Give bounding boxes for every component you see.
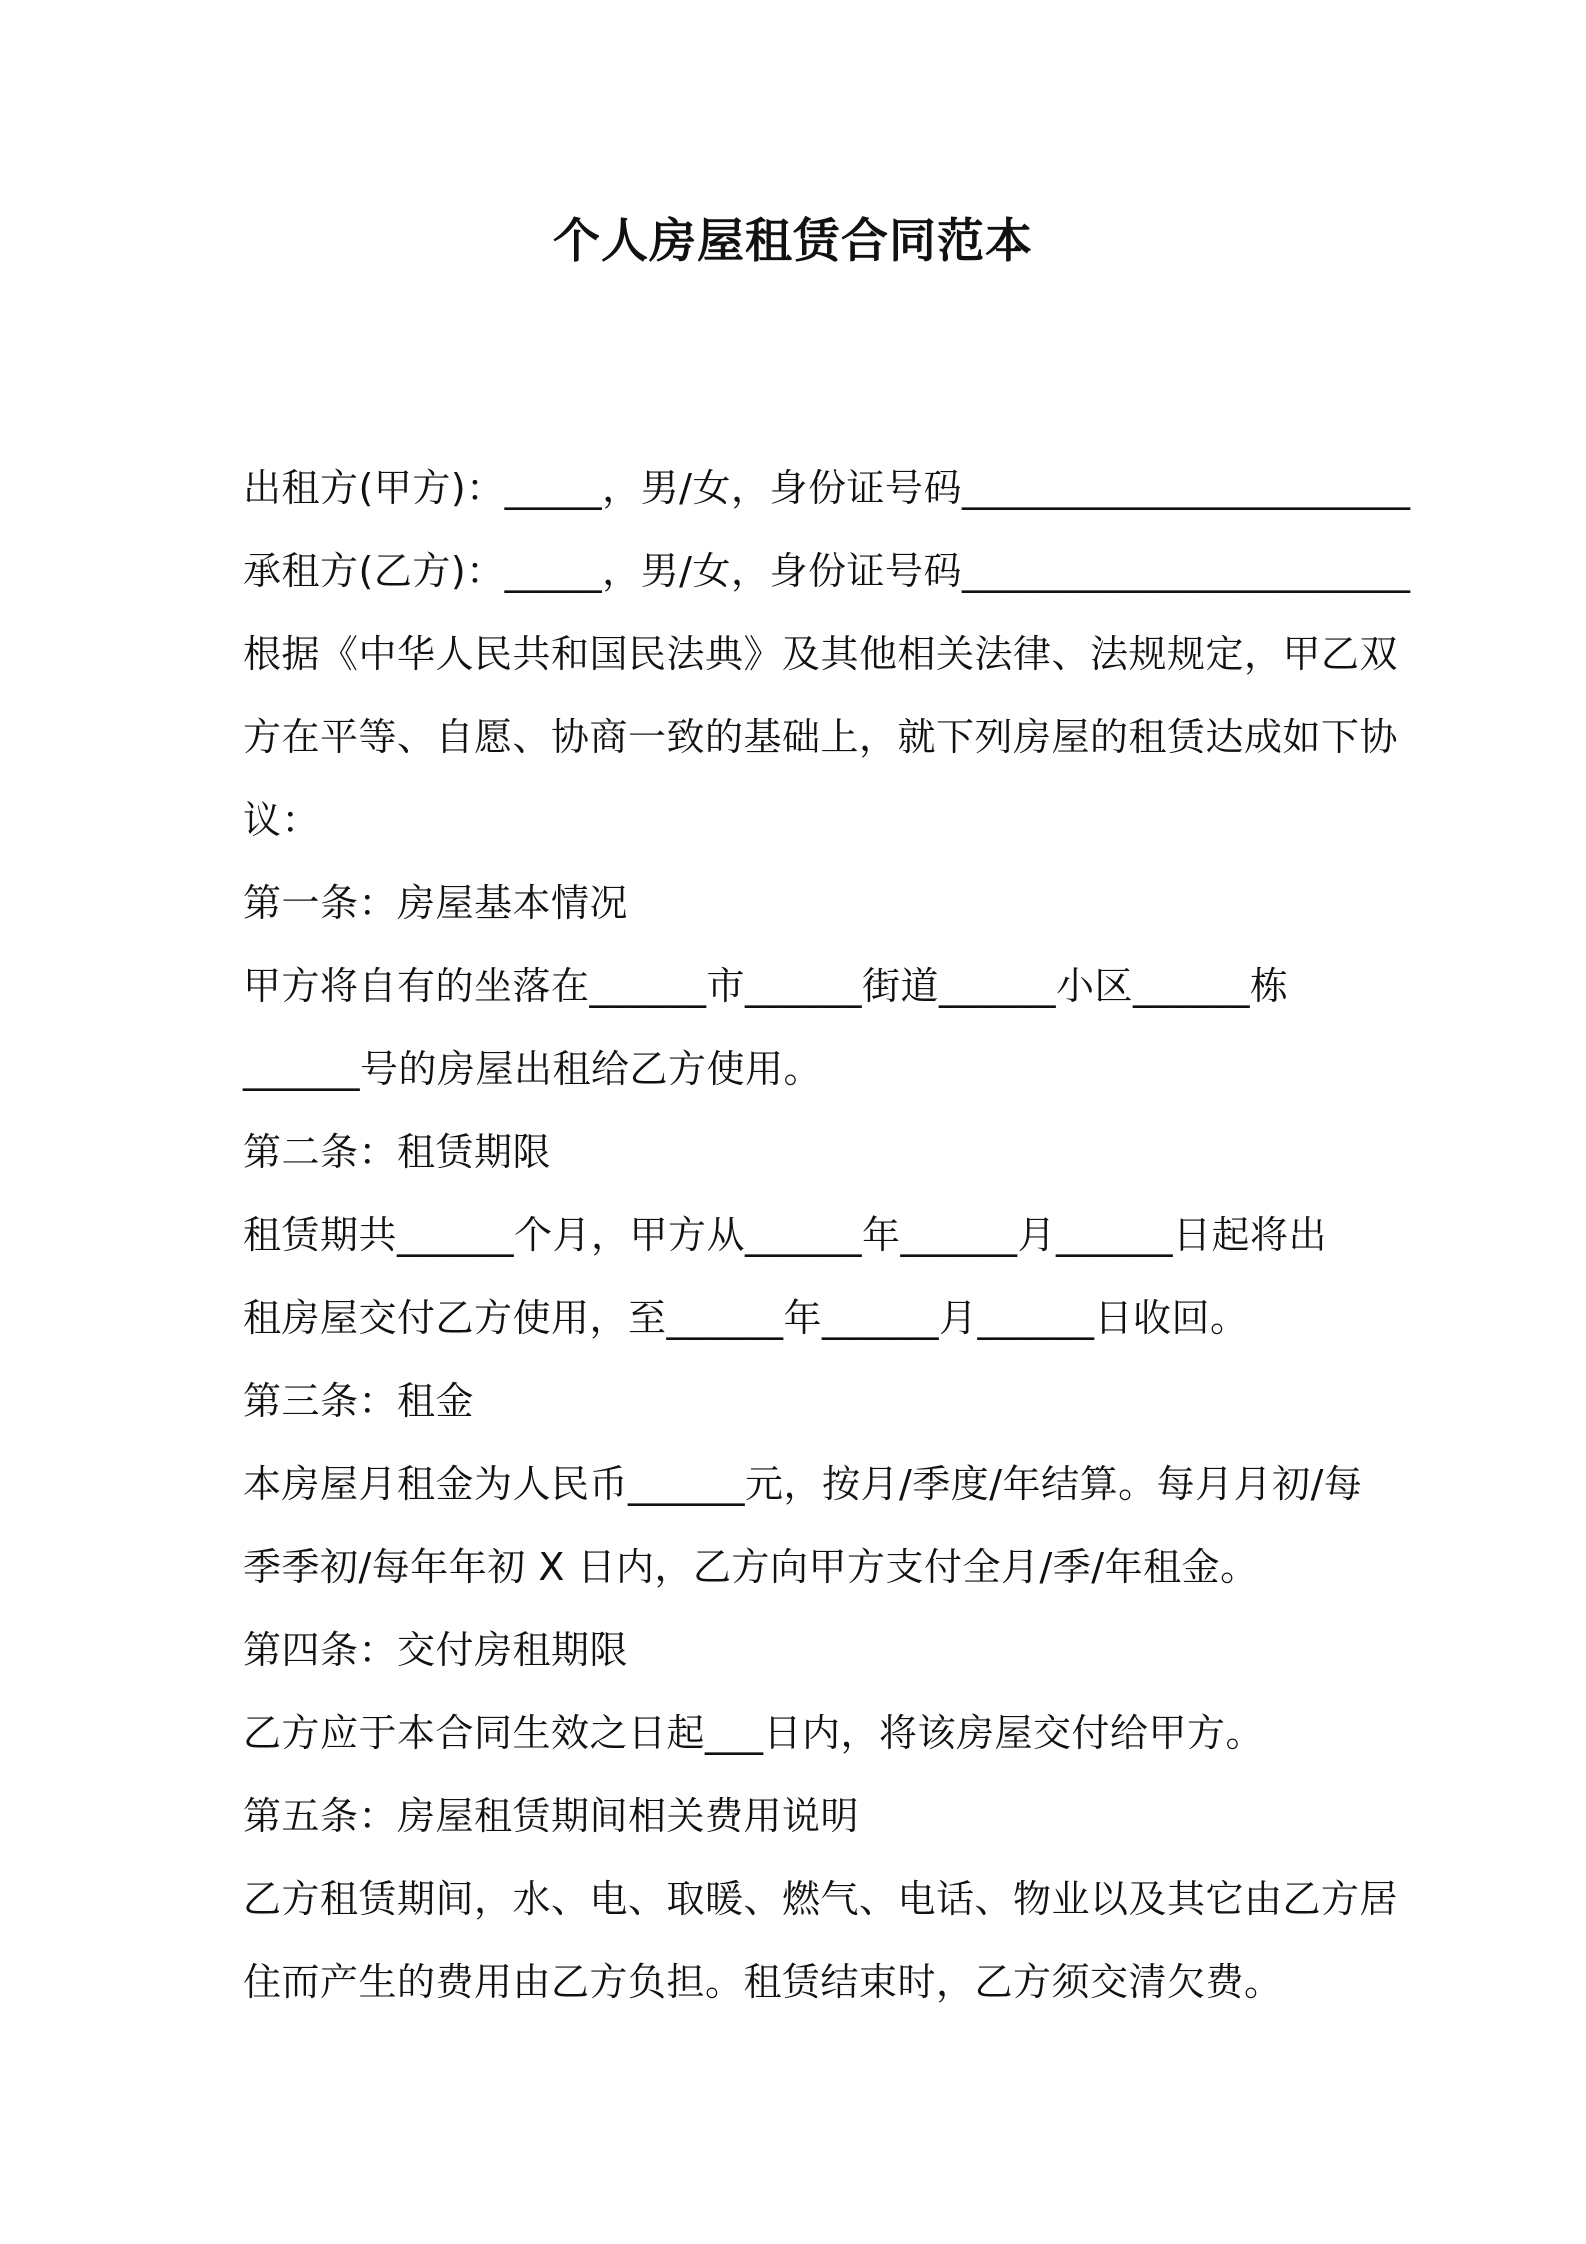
article-1-text-2: ______号的房屋出租给乙方使用。 <box>243 1047 823 1091</box>
article-2-text-2: 租房屋交付乙方使用，至______年______月______日收回。 <box>243 1296 1249 1340</box>
article-2-text-1: 租赁期共______个月，甲方从______年______月______日起将出 <box>243 1213 1328 1257</box>
article-1-heading: 第一条：房屋基本情况 <box>243 881 629 925</box>
article-5-heading: 第五条：房屋租赁期间相关费用说明 <box>243 1794 860 1838</box>
article-5-text-2: 住而产生的费用由乙方负担。租赁结束时，乙方须交清欠费。 <box>243 1960 1283 2004</box>
preamble-line-2: 方在平等、自愿、协商一致的基础上，就下列房屋的租赁达成如下协 <box>243 715 1399 759</box>
article-3-text-1: 本房屋月租金为人民币______元，按月/季度/年结算。每月月初/每 <box>243 1462 1363 1506</box>
article-1-text-1: 甲方将自有的坐落在______市______街道______小区______栋 <box>243 964 1289 1008</box>
article-4-text-1: 乙方应于本合同生效之日起___日内，将该房屋交付给甲方。 <box>243 1711 1265 1755</box>
article-5-text-1: 乙方租赁期间，水、电、取暖、燃气、电话、物业以及其它由乙方居 <box>243 1877 1399 1921</box>
article-4-heading: 第四条：交付房租期限 <box>243 1628 629 1672</box>
preamble-line-3: 议： <box>243 798 321 842</box>
preamble-line-1: 根据《中华人民共和国民法典》及其他相关法律、法规规定，甲乙双 <box>243 632 1399 676</box>
document-title: 个人房屋租赁合同范本 <box>553 214 1033 269</box>
party-b-line: 承租方(乙方)：_____，男/女，身份证号码_______________________ <box>243 549 1411 593</box>
article-3-text-2: 季季初/每年年初 X 日内，乙方向甲方支付全月/季/年租金。 <box>243 1545 1259 1589</box>
article-2-heading: 第二条：租赁期限 <box>243 1130 552 1174</box>
party-a-line: 出租方(甲方)：_____，男/女，身份证号码_______________________ <box>243 466 1411 510</box>
document-body <box>243 447 1411 2024</box>
article-3-heading: 第三条：租金 <box>243 1379 475 1423</box>
